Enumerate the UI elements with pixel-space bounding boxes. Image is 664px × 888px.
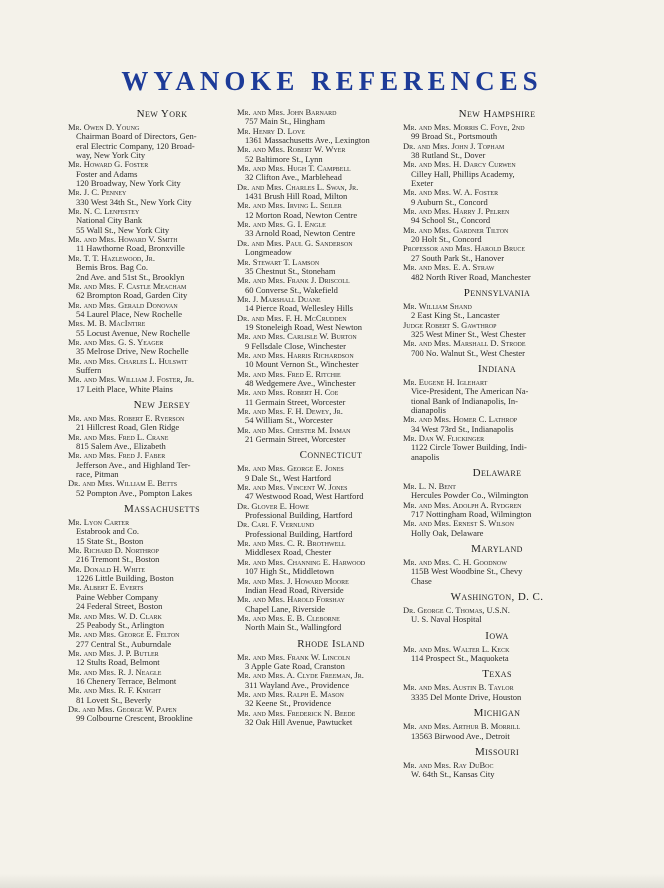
reference-address-line: 114 Prospect St., Maquoketa: [411, 653, 509, 664]
reference-entry: [68, 254, 256, 282]
reference-name: Mr. and Mrs. Irving L. Seiler: [237, 200, 342, 211]
reference-address-line: 32 Oak Hill Avenue, Pawtucket: [245, 716, 353, 727]
reference-address-line: Longmeadow: [245, 247, 292, 258]
reference-entry: [237, 558, 425, 577]
reference-entry: [403, 722, 591, 741]
reference-entry: [403, 434, 591, 462]
reference-address-line: 35 Chestnut St., Stoneham: [245, 265, 336, 276]
reference-entry: [68, 518, 256, 546]
reference-entry: [68, 612, 256, 631]
reference-name: Mr. and Mrs. Robert W. Wyer: [237, 144, 346, 155]
reference-entry: [403, 207, 591, 226]
reference-name: Mr. Lyon Carter: [68, 517, 130, 528]
reference-name: Mr. and Mrs. Harry J. Pelren: [403, 206, 510, 217]
reference-address-line: 55 Wall St., New York City: [76, 224, 170, 235]
reference-name: Mrs. M. B. MacIntire: [68, 318, 146, 329]
reference-entry: [68, 338, 256, 357]
reference-address-line: Suffern: [76, 364, 102, 375]
reference-name: Mr. N. C. Lenfestey: [68, 206, 140, 217]
reference-name: Mr. and Mrs. Gerald Donovan: [68, 299, 178, 310]
reference-address-line: 2nd Ave. and 51st St., Brooklyn: [76, 271, 185, 282]
reference-name: Mr. and Mrs. F. H. Dewey, Jr.: [237, 406, 343, 416]
reference-entry: [237, 502, 425, 521]
state-heading: Texas: [482, 668, 512, 681]
reference-address-line: Exeter: [411, 178, 434, 189]
reference-address-line: 99 Colbourne Crescent, Brookline: [76, 713, 193, 724]
reference-name: Mr. and Mrs. George E. Felton: [68, 629, 180, 640]
reference-name: Mr. and Mrs. Carlisle W. Burton: [237, 331, 357, 342]
reference-name: Mr. and Mrs. Marshall D. Strode: [403, 338, 526, 349]
reference-entry: [68, 668, 256, 687]
reference-name: Mr. and Mrs. J. P. Butler: [68, 647, 159, 658]
reference-name: Mr. and Mrs. Frank J. Driscoll: [237, 275, 350, 286]
reference-address-line: 1361 Massachusetts Ave., Lexington: [245, 135, 370, 146]
reference-entry: [68, 686, 256, 705]
reference-address-line: 32 Clifton Ave., Marblehead: [245, 172, 342, 183]
reference-address-line: 325 West Miner St., West Chester: [411, 328, 526, 339]
reference-entry: [68, 451, 256, 479]
reference-name: Mr. Howard G. Foster: [68, 159, 149, 170]
reference-address-line: 33 Arnold Road, Newton Centre: [245, 228, 356, 239]
reference-name: Mr. Henry D. Love: [237, 125, 305, 136]
state-heading: Delaware: [472, 467, 522, 479]
reference-entry: [403, 645, 591, 664]
reference-address-line: 107 High St., Middletown: [245, 566, 335, 577]
reference-name: Mr. and Mrs. William J. Foster, Jr.: [68, 374, 195, 385]
reference-entry: [403, 415, 591, 434]
reference-name: Mr. Donald H. White: [68, 563, 145, 574]
reference-address-line: 11 Germain Street, Worcester: [245, 396, 346, 407]
page-title: WYANOKE REFERENCES: [121, 66, 543, 96]
reference-name: Mr. and Mrs. A. Clyde Freeman, Jr.: [237, 670, 364, 681]
reference-address-line: Paine Webber Company: [76, 591, 159, 602]
reference-address-line: 482 North River Road, Manchester: [411, 271, 531, 282]
reference-name: Mr. and Mrs. Vincent W. Jones: [237, 482, 348, 493]
reference-address-line: 216 Tremont St., Boston: [76, 554, 160, 565]
reference-address-line: 62 Brompton Road, Garden City: [76, 290, 188, 301]
reference-address-line: Chairman Board of Directors, Gen-: [76, 131, 197, 142]
reference-name: Mr. and Mrs. Ernest S. Wilson: [403, 518, 514, 529]
state-heading: Michigan: [473, 707, 521, 720]
reference-name: Mr. Albert E. Everts: [68, 582, 144, 593]
reference-address-line: 1122 Circle Tower Building, Indi-: [411, 442, 527, 453]
reference-column-1: [68, 108, 256, 724]
reference-address-line: 27 South Park St., Hanover: [411, 252, 505, 263]
reference-name: Mr. J. C. Penney: [68, 187, 127, 198]
reference-entry: [403, 558, 591, 586]
reference-entry: [237, 595, 425, 614]
state-heading: Missouri: [474, 745, 520, 758]
reference-address-line: 32 Keene St., Providence: [245, 698, 332, 709]
reference-name: Mr. and Mrs. Fred E. Ritchie: [237, 368, 341, 379]
reference-address-line: 25 Peabody St., Arlington: [76, 619, 165, 630]
reference-address-line: 35 Melrose Drive, New Rochelle: [76, 346, 189, 357]
reference-name: Mr. and Mrs. Frederick N. Beede: [237, 707, 356, 718]
reference-entry: [403, 142, 591, 161]
reference-column-3: [403, 108, 591, 780]
reference-address-line: 15 State St., Boston: [76, 535, 144, 546]
reference-address-line: Vice-President, The American Na-: [411, 386, 529, 397]
state-heading: Indiana: [477, 362, 516, 375]
reference-entry: [68, 433, 256, 452]
reference-name: Mr. and Mrs. C. R. Brothwell: [237, 538, 346, 549]
reference-entry: [237, 370, 425, 389]
reference-column-2: [237, 108, 425, 727]
reference-name: Mr. and Mrs. G. I. Engle: [237, 219, 326, 230]
reference-address-line: 47 Westwood Road, West Hartford: [245, 491, 364, 502]
reference-name: Dr. George C. Thomas, U.S.N.: [403, 605, 510, 616]
reference-entry: [237, 520, 425, 539]
reference-name: Mr. and Mrs. Harris Richardson: [237, 349, 354, 360]
reference-address-line: 120 Broadway, New York City: [76, 178, 181, 189]
reference-address-line: 52 Baltimore St., Lynn: [245, 153, 323, 164]
reference-entry: [237, 295, 425, 314]
reference-address-line: way, New York City: [76, 150, 146, 161]
state-heading: Maryland: [471, 543, 523, 556]
reference-address-line: 17 Leith Place, White Plains: [76, 383, 173, 394]
reference-entry: [403, 501, 591, 520]
reference-entry: [403, 160, 591, 188]
reference-entry: [237, 239, 425, 258]
reference-address-line: Holly Oak, Delaware: [411, 527, 484, 538]
reference-entry: [403, 226, 591, 245]
reference-name: Mr. L. N. Bent: [403, 481, 456, 491]
reference-entry: [237, 145, 425, 164]
reference-address-line: 16 Chenery Terrace, Belmont: [76, 675, 177, 686]
reference-entry: [237, 314, 425, 333]
reference-name: Dr. and Mrs. F. H. McCrudden: [237, 312, 347, 323]
reference-entry: [68, 207, 256, 235]
reference-address-line: eral Electric Company, 120 Broad-: [76, 140, 195, 151]
reference-entry: [237, 426, 425, 445]
reference-entry: [237, 653, 425, 672]
reference-address-line: 717 Nottingham Road, Wilmington: [411, 509, 532, 520]
reference-entry: [68, 235, 256, 254]
reference-address-line: 81 Lovett St., Beverly: [76, 694, 152, 705]
reference-entry: [237, 483, 425, 502]
reference-entry: [237, 276, 425, 295]
reference-name: Mr. and Mrs. Channing E. Harwood: [237, 556, 366, 567]
reference-address-line: Chase: [411, 575, 432, 586]
reference-address-line: 99 Broad St., Portsmouth: [411, 131, 498, 142]
reference-address-line: 55 Locust Avenue, New Rochelle: [76, 327, 190, 338]
reference-address-line: race, Pitman: [76, 469, 119, 480]
reference-address-line: 54 Laurel Place, New Rochelle: [76, 308, 182, 319]
reference-entry: [403, 321, 591, 340]
state-heading: Massachusetts: [124, 503, 200, 516]
reference-name: Mr. and Mrs. F. Castle Meacham: [68, 280, 187, 291]
reference-entry: [403, 378, 591, 415]
state-heading: New York: [136, 108, 188, 120]
reference-address-line: 11 Hawthorne Road, Bronxville: [76, 243, 185, 254]
reference-name: Mr. and Mrs. R. F. Knight: [68, 685, 162, 696]
reference-address-line: Hercules Powder Co., Wilmington: [411, 490, 529, 501]
reference-name: Mr. and Mrs. E. A. Straw: [403, 262, 495, 273]
reference-entry: [403, 244, 591, 263]
reference-name: Mr. and Mrs. Homer C. Lathrop: [403, 414, 518, 425]
reference-name: Mr. Dan W. Flickinger: [403, 432, 485, 443]
reference-entry: [403, 188, 591, 207]
reference-entry: [237, 539, 425, 558]
reference-entry: [68, 649, 256, 668]
reference-name: Dr. and Mrs. William E. Betts: [68, 478, 178, 489]
state-heading: Washington, D. C.: [450, 591, 544, 604]
reference-entry: [68, 188, 256, 207]
reference-name: Mr. and Mrs. H. Darcy Curwen: [403, 159, 516, 170]
reference-address-line: 14 Pierce Road, Wellesley Hills: [245, 303, 353, 314]
reference-address-line: anapolis: [411, 451, 440, 462]
reference-address-line: 21 Germain Street, Worcester: [245, 434, 346, 445]
reference-name: Mr. Richard D. Northrop: [68, 545, 159, 556]
reference-address-line: 330 West 34th St., New York City: [76, 196, 192, 207]
reference-name: Mr. J. Marshall Duane: [237, 293, 321, 304]
reference-address-line: 9 Fellsdale Close, Winchester: [245, 340, 347, 351]
reference-name: Professor and Mrs. Harold Bruce: [403, 243, 526, 254]
reference-address-line: 12 Stults Road, Belmont: [76, 657, 160, 668]
reference-entry: [68, 546, 256, 565]
reference-address-line: Foster and Adams: [76, 168, 138, 179]
reference-address-line: 815 Salem Ave., Elizabeth: [76, 441, 166, 451]
reference-entry: [403, 339, 591, 358]
reference-address-line: 12 Morton Road, Newton Centre: [245, 209, 358, 220]
reference-name: Dr. Carl F. Vernlund: [237, 519, 315, 530]
reference-address-line: 3 Apple Gate Road, Cranston: [245, 660, 345, 671]
reference-address-line: 19 Stoneleigh Road, West Newton: [245, 321, 362, 332]
reference-address-line: 52 Pompton Ave., Pompton Lakes: [76, 487, 193, 498]
reference-entry: [68, 375, 256, 394]
reference-address-line: 24 Federal Street, Boston: [76, 601, 163, 612]
reference-address-line: 10 Mount Vernon St., Winchester: [245, 359, 359, 370]
reference-address-line: 94 School St., Concord: [411, 215, 491, 226]
reference-name: Mr. and Mrs. Frank W. Lincoln: [237, 651, 351, 662]
reference-name: Mr. and Mrs. Howard V. Smith: [68, 234, 178, 245]
reference-entry: [237, 614, 425, 633]
reference-address-line: 277 Central St., Auburndale: [76, 638, 172, 649]
reference-entry: [68, 565, 256, 584]
reference-address-line: Indian Head Road, Riverside: [245, 584, 344, 595]
reference-address-line: National City Bank: [76, 215, 143, 226]
reference-address-line: North Main St., Wallingford: [245, 622, 342, 633]
reference-entry: [237, 709, 425, 728]
reference-entry: [403, 482, 591, 501]
state-heading: New Jersey: [133, 398, 191, 411]
reference-name: Mr. and Mrs. Walter L. Keck: [403, 643, 510, 654]
reference-address-line: 13563 Birwood Ave., Detroit: [411, 730, 510, 741]
reference-name: Mr. and Mrs. E. B. Cleborne: [237, 612, 340, 623]
reference-address-line: dianapolis: [411, 404, 446, 415]
reference-name: Mr. and Mrs. Adolph A. Rydgren: [403, 499, 522, 510]
reference-address-line: 34 West 73rd St., Indianapolis: [411, 423, 514, 434]
reference-entry: [68, 414, 256, 433]
reference-name: Mr. and Mrs. W. A. Foster: [403, 187, 499, 198]
reference-entry: [68, 357, 256, 376]
reference-address-line: 311 Wayland Ave., Providence: [245, 679, 350, 690]
state-heading: Iowa: [485, 629, 509, 642]
reference-entry: [403, 302, 591, 321]
reference-name: Dr. Glover E. Howe: [237, 500, 309, 511]
reference-address-line: Jefferson Ave., and Highland Ter-: [76, 459, 191, 470]
reference-address-line: 54 William St., Worcester: [245, 415, 333, 426]
reference-name: Mr. Stewart T. Lamson: [237, 256, 320, 267]
reference-entry: [68, 282, 256, 301]
reference-address-line: 9 Auburn St., Concord: [411, 196, 488, 207]
reference-address-line: W. 64th St., Kansas City: [411, 769, 495, 780]
reference-entry: [403, 123, 591, 142]
reference-name: Mr. and Mrs. Hugh T. Campbell: [237, 163, 351, 174]
reference-entry: [403, 761, 591, 780]
reference-address-line: 60 Converse St., Wakefield: [245, 284, 338, 295]
reference-name: Dr. and Mrs. Charles L. Swan, Jr.: [237, 181, 359, 192]
reference-name: Mr. and Mrs. Robert E. Ryerson: [68, 412, 185, 423]
reference-entry: [68, 583, 256, 611]
reference-address-line: U. S. Naval Hospital: [411, 614, 482, 625]
reference-entry: [237, 577, 425, 596]
reference-address-line: 1226 Little Building, Boston: [76, 573, 174, 584]
reference-name: Mr. and Mrs. Arthur B. Morrill: [403, 721, 520, 732]
reference-address-line: 20 Holt St., Concord: [411, 234, 482, 245]
reference-entry: [237, 108, 425, 127]
reference-name: Mr. and Mrs. G. S. Yeager: [68, 336, 164, 347]
reference-name: Dr. and Mrs. George W. Papen: [68, 703, 177, 714]
reference-name: Mr. and Mrs. C. H. Goodnow: [403, 557, 507, 568]
reference-name: Mr. Owen D. Young: [68, 122, 140, 132]
reference-entry: [237, 164, 425, 183]
reference-entry: [403, 519, 591, 538]
reference-name: Mr. and Mrs. John Barnard: [237, 107, 337, 117]
reference-name: Mr. and Mrs. W. D. Clark: [68, 610, 162, 621]
state-heading: Rhode Island: [297, 637, 365, 650]
reference-entry: [68, 479, 256, 498]
state-heading: Pennsylvania: [463, 286, 531, 299]
reference-name: Mr. and Mrs. J. Howard Moore: [237, 575, 349, 586]
reference-entry: [68, 123, 256, 160]
reference-entry: [68, 319, 256, 338]
reference-address-line: Cilley Hall, Phillips Academy,: [411, 168, 515, 179]
reference-address-line: 48 Wedgemere Ave., Winchester: [245, 377, 356, 388]
reference-name: Mr. and Mrs. Charles L. Hulswit: [68, 355, 188, 366]
reference-name: Mr. and Mrs. Ray DuBoc: [403, 759, 494, 770]
reference-name: Dr. and Mrs. John J. Topham: [403, 140, 505, 151]
reference-address-line: 2 East King St., Lancaster: [411, 310, 500, 321]
reference-address-line: Chapel Lane, Riverside: [245, 603, 326, 614]
reference-entry: [237, 332, 425, 351]
reference-entry: [403, 606, 591, 625]
reference-address-line: Middlesex Road, Chester: [245, 547, 332, 558]
reference-entry: [237, 388, 425, 407]
reference-entry: [403, 683, 591, 702]
reference-entry: [237, 690, 425, 709]
reference-entry: [237, 127, 425, 146]
reference-name: Mr. and Mrs. Austin B. Taylor: [403, 682, 514, 693]
reference-entry: [237, 671, 425, 690]
reference-address-line: 9 Dale St., West Hartford: [245, 472, 332, 483]
reference-entry: [237, 407, 425, 426]
reference-entry: [68, 160, 256, 188]
reference-address-line: 1431 Brush Hill Road, Milton: [245, 191, 348, 202]
reference-entry: [237, 220, 425, 239]
reference-name: Mr. and Mrs. Fred J. Faber: [68, 450, 166, 461]
reference-address-line: Estabrook and Co.: [76, 526, 140, 537]
page-bottom-edge: [0, 874, 664, 888]
reference-name: Mr. T. T. Hazlewood, Jr.: [68, 252, 155, 263]
reference-name: Mr. and Mrs. Morris C. Foye, 2nd: [403, 122, 525, 132]
reference-name: Mr. and Mrs. R. J. Neagle: [68, 666, 162, 677]
reference-name: Mr. and Mrs. Gardner Tilton: [403, 224, 509, 235]
reference-address-line: 21 Hillcrest Road, Glen Ridge: [76, 422, 180, 433]
reference-address-line: Professional Building, Hartford: [245, 510, 353, 521]
reference-name: Mr. Eugene H. Iglehart: [403, 376, 488, 387]
reference-name: Mr. and Mrs. Chester M. Inman: [237, 424, 351, 435]
reference-entry: [237, 258, 425, 277]
reference-name: Mr. William Shand: [403, 300, 472, 311]
reference-entry: [68, 301, 256, 320]
reference-address-line: 3335 Del Monte Drive, Houston: [411, 691, 522, 702]
reference-entry: [237, 183, 425, 202]
reference-address-line: 757 Main St., Hingham: [245, 116, 326, 127]
reference-address-line: Bemis Bros. Bag Co.: [76, 262, 149, 273]
reference-name: Mr. and Mrs. Robert H. Coe: [237, 387, 339, 398]
state-heading: Connecticut: [299, 449, 363, 462]
reference-name: Mr. and Mrs. Harold Forshay: [237, 594, 345, 605]
reference-address-line: Professional Building, Hartford: [245, 528, 353, 539]
reference-entry: [68, 705, 256, 724]
reference-name: Judge Robert S. Gawthrop: [403, 319, 497, 330]
reference-entry: [237, 201, 425, 220]
reference-entry: [237, 464, 425, 483]
reference-address-line: 38 Rutland St., Dover: [411, 150, 486, 161]
reference-address-line: 115B West Woodbine St., Chevy: [411, 566, 523, 577]
reference-address-line: tional Bank of Indianapolis, In-: [411, 395, 518, 406]
reference-address-line: 700 No. Walnut St., West Chester: [411, 347, 526, 358]
reference-name: Mr. and Mrs. Ralph E. Mason: [237, 688, 344, 699]
reference-entry: [237, 351, 425, 370]
reference-name: Mr. and Mrs. George E. Jones: [237, 463, 344, 474]
state-heading: New Hampshire: [458, 108, 536, 120]
reference-entry: [403, 263, 591, 282]
reference-name: Dr. and Mrs. Paul G. Sanderson: [237, 237, 353, 248]
reference-entry: [68, 630, 256, 649]
reference-name: Mr. and Mrs. Fred L. Crane: [68, 431, 169, 442]
